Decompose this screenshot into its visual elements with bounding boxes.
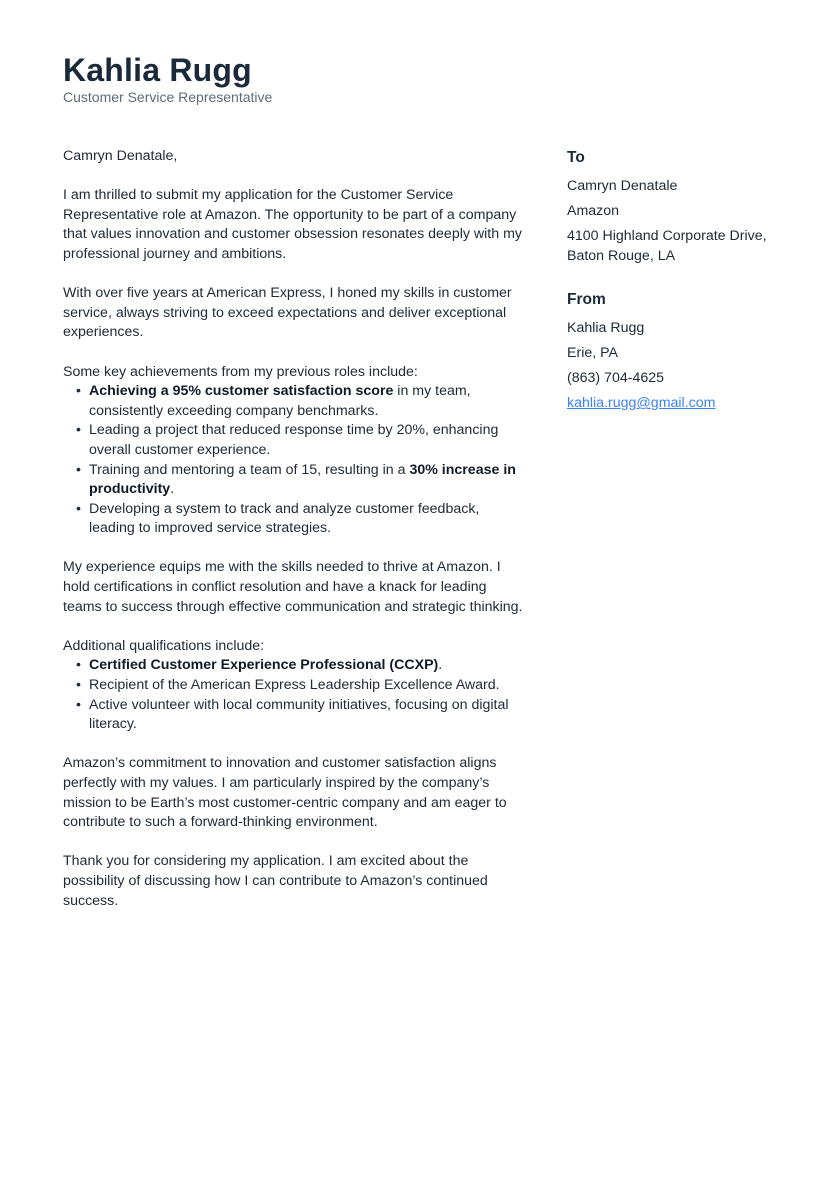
achievements-list [63, 382, 528, 539]
qualification-text: Recipient of the American Express Leadership Excellence Award. [89, 677, 500, 694]
from-heading: From [567, 291, 606, 309]
salutation: Camryn Denatale, [63, 148, 178, 164]
recipient-company: Amazon [567, 202, 620, 219]
paragraph-intro: I am thrilled to submit my application for the Customer Service Representative role at Amazon. The opportunity to be part of a company that values innovation and customer obsession resonates deeply with my professional journey and ambitions. [63, 187, 522, 262]
paragraph-skills: My experience equips me with the skills needed to thrive at Amazon. I hold certifications in conflict resolution and have a knack for leading teams to success through effective communication and strategic thinking. [63, 559, 523, 615]
qualification-bold: Certified Customer Experience Professional (CCXP) [89, 657, 439, 674]
qualification-text: . [438, 657, 443, 674]
achievement-text: in my team, consistently exceeding company benchmarks. [89, 383, 471, 419]
list-item [89, 656, 528, 676]
list-item [89, 382, 528, 421]
achievement-bold: 30% increase in productivity [89, 461, 516, 498]
sender-name: Kahlia Rugg [567, 320, 645, 337]
list-item [89, 461, 528, 500]
qualifications-list [63, 656, 528, 734]
qualifications-intro: Additional qualifications include: [63, 637, 265, 654]
sidebar [567, 148, 787, 438]
paragraph-closing: Thank you for considering my application. I am excited about the possibility of discussing how I can contribute to Amazon’s continued success. [63, 853, 488, 909]
sender-email-link[interactable]: kahlia.rugg@gmail.com [567, 395, 716, 412]
sender-location: Erie, PA [567, 345, 618, 362]
list-item [89, 696, 528, 735]
list-item [89, 676, 528, 696]
qualification-text: Active volunteer with local community initiatives, focusing on digital literacy. [89, 696, 509, 733]
sender-block [567, 290, 787, 414]
to-heading: To [567, 149, 585, 166]
recipient-block [567, 148, 787, 266]
list-item [89, 421, 528, 460]
recipient-address: 4100 Highland Corporate Drive, Baton Rouge, LA [567, 227, 767, 264]
sender-phone: (863) 704-4625 [567, 370, 665, 387]
paragraph-experience: With over five years at American Express, I honed my skills in customer service, always striving to exceed expectations and deliver exceptional experiences. [63, 285, 512, 341]
achievement-text: Training and mentoring a team of 15, resulting in a [89, 461, 410, 478]
letter-body [63, 147, 528, 931]
paragraph-alignment: Amazon’s commitment to innovation and customer satisfaction aligns perfectly with my values. I am particularly inspired by the company’s mission to be Earth’s most customer-centric company and am eager to contribute to such a forward-thinking environment. [63, 755, 507, 831]
applicant-name: Kahlia Rugg [63, 52, 252, 88]
list-item [89, 500, 528, 539]
achievement-text: . [170, 481, 175, 498]
achievements-intro: Some key achievements from my previous roles include: [63, 363, 418, 380]
header [63, 52, 272, 106]
applicant-title: Customer Service Representative [63, 89, 273, 105]
achievement-bold: Achieving a 95% customer satisfaction score [89, 383, 394, 400]
achievement-text: Leading a project that reduced response time by 20%, enhancing overall customer experience. [89, 422, 499, 458]
achievement-text: Developing a system to track and analyze customer feedback, leading to improved service strategies. [89, 500, 480, 537]
recipient-name: Camryn Denatale [567, 178, 678, 194]
